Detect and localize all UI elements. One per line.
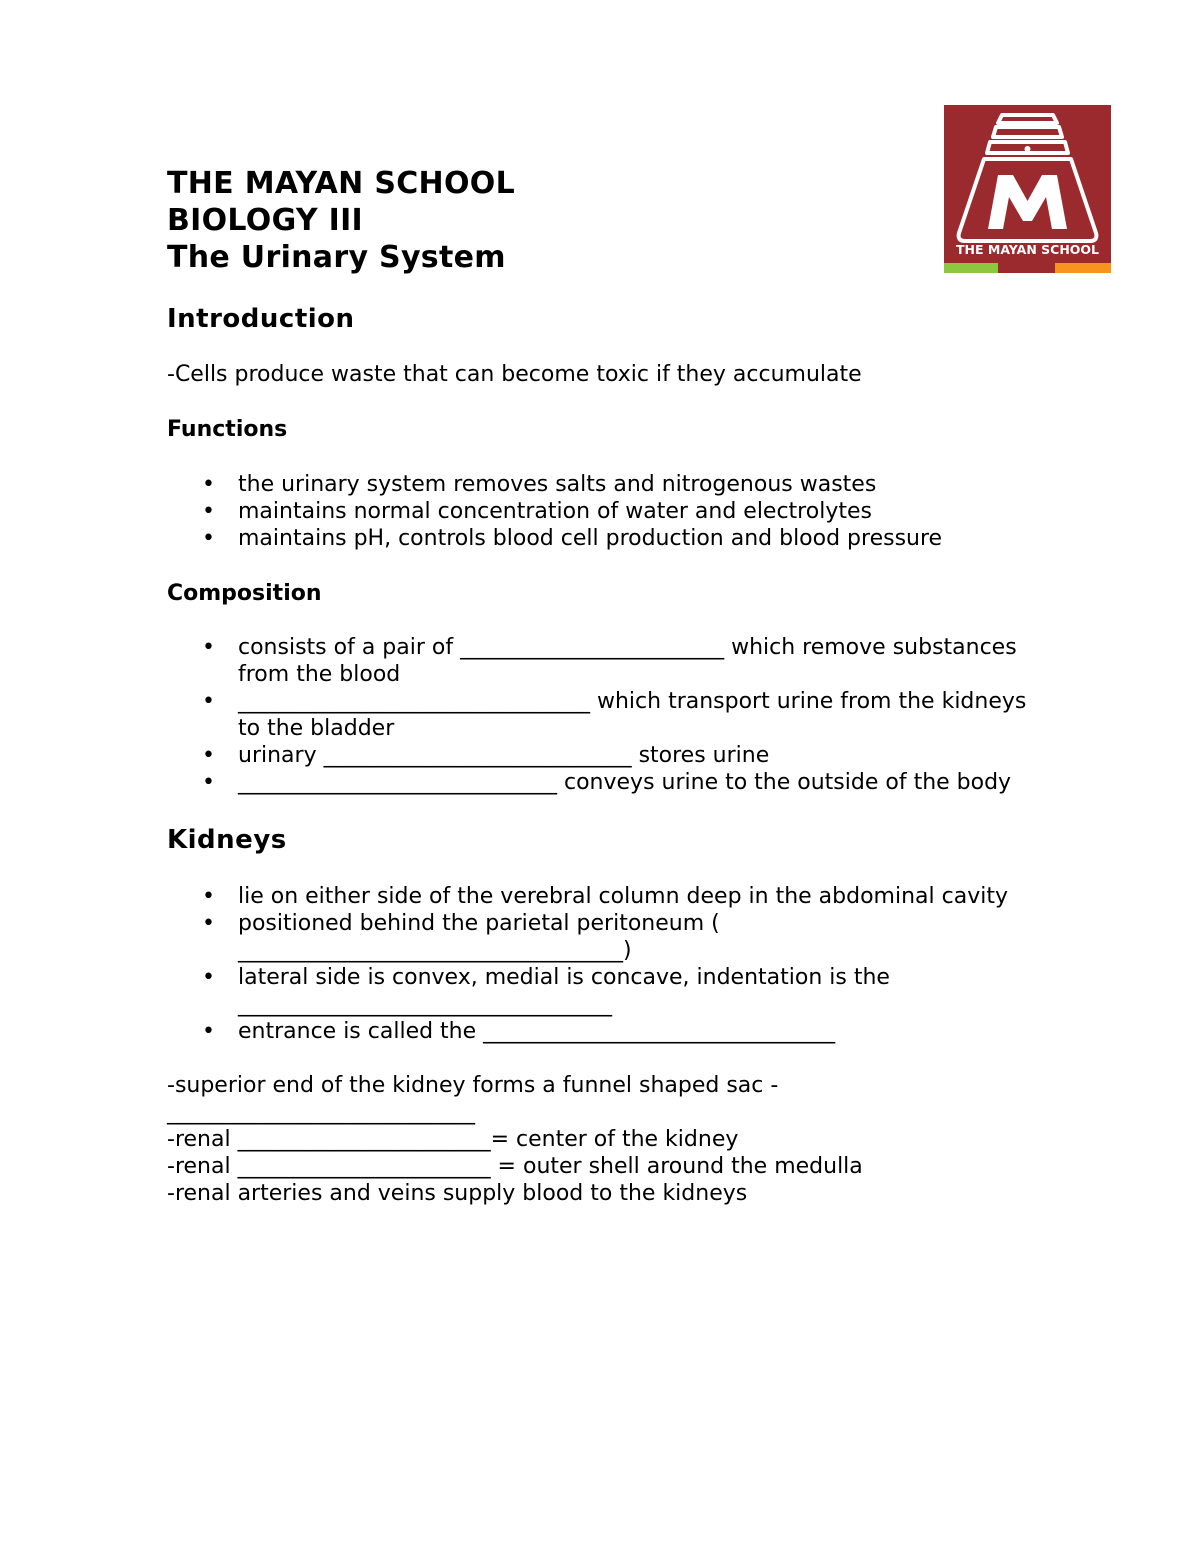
kidneys-list [167,883,1027,1045]
bullet-icon: • [202,911,215,936]
list-item [167,1018,1027,1045]
bullet-icon: • [202,635,215,660]
list-item [167,910,1027,964]
composition-list [167,634,1027,796]
bullet-icon: • [202,884,215,909]
worksheet-content [167,165,1027,1207]
logo-text: THE MAYAN SCHOOL [956,242,1099,257]
list-item-text: lie on either side of the verebral column deep in the abdominal cavity [238,884,1008,909]
list-item [167,742,1027,769]
list-item [167,964,1027,1018]
bullet-icon: • [202,965,215,990]
list-item [167,634,1027,688]
composition-heading: Composition [167,581,322,606]
kidney-note: -renal _______________________ = outer shell around the medulla [167,1154,863,1179]
list-item-text: entrance is called the ________________________________ [238,1019,836,1044]
list-item-text: the urinary system removes salts and nitrogenous wastes [238,472,877,497]
bullet-icon: • [202,472,215,497]
list-item-text: urinary ____________________________ stores urine [238,743,770,768]
list-item-text: consists of a pair of ________________________ which remove substances from the blood [238,635,1017,687]
list-item-text: maintains normal concentration of water and electrolytes [238,499,872,524]
bullet-icon: • [202,770,215,795]
bullet-icon: • [202,1019,215,1044]
kidneys-heading: Kidneys [167,825,287,855]
kidney-note: -renal _______________________= center of the kidney [167,1127,739,1152]
bullet-icon: • [202,689,215,714]
list-item [167,525,1027,552]
bullet-icon: • [202,499,215,524]
bullet-icon: • [202,526,215,551]
introduction-heading: Introduction [167,304,355,334]
functions-heading: Functions [167,417,288,442]
list-item [167,498,1027,525]
list-item-text: _____________________________ conveys urine to the outside of the body [238,770,1012,795]
list-item [167,769,1027,796]
bullet-icon: • [202,743,215,768]
list-item-text: maintains pH, controls blood cell production and blood pressure [238,526,943,551]
topic-title: The Urinary System [167,240,506,275]
functions-list [167,471,1027,552]
list-item-text: lateral side is convex, medial is concave, indentation is the __________________________________ [238,965,890,1017]
introduction-text: -Cells produce waste that can become toxic if they accumulate [167,362,862,387]
list-item [167,688,1027,742]
list-item-text: positioned behind the parietal peritoneum ( ___________________________________) [238,911,720,963]
list-item [167,883,1027,910]
kidney-note: -renal arteries and veins supply blood to the kidneys [167,1181,748,1206]
list-item-text: ________________________________ which transport urine from the kidneys to the bladder [238,689,1027,741]
kidney-note: -superior end of the kidney forms a funnel shaped sac - ____________________________ [167,1073,779,1125]
list-item [167,471,1027,498]
school-name: THE MAYAN SCHOOL [167,166,515,201]
course-name: BIOLOGY III [167,203,364,238]
